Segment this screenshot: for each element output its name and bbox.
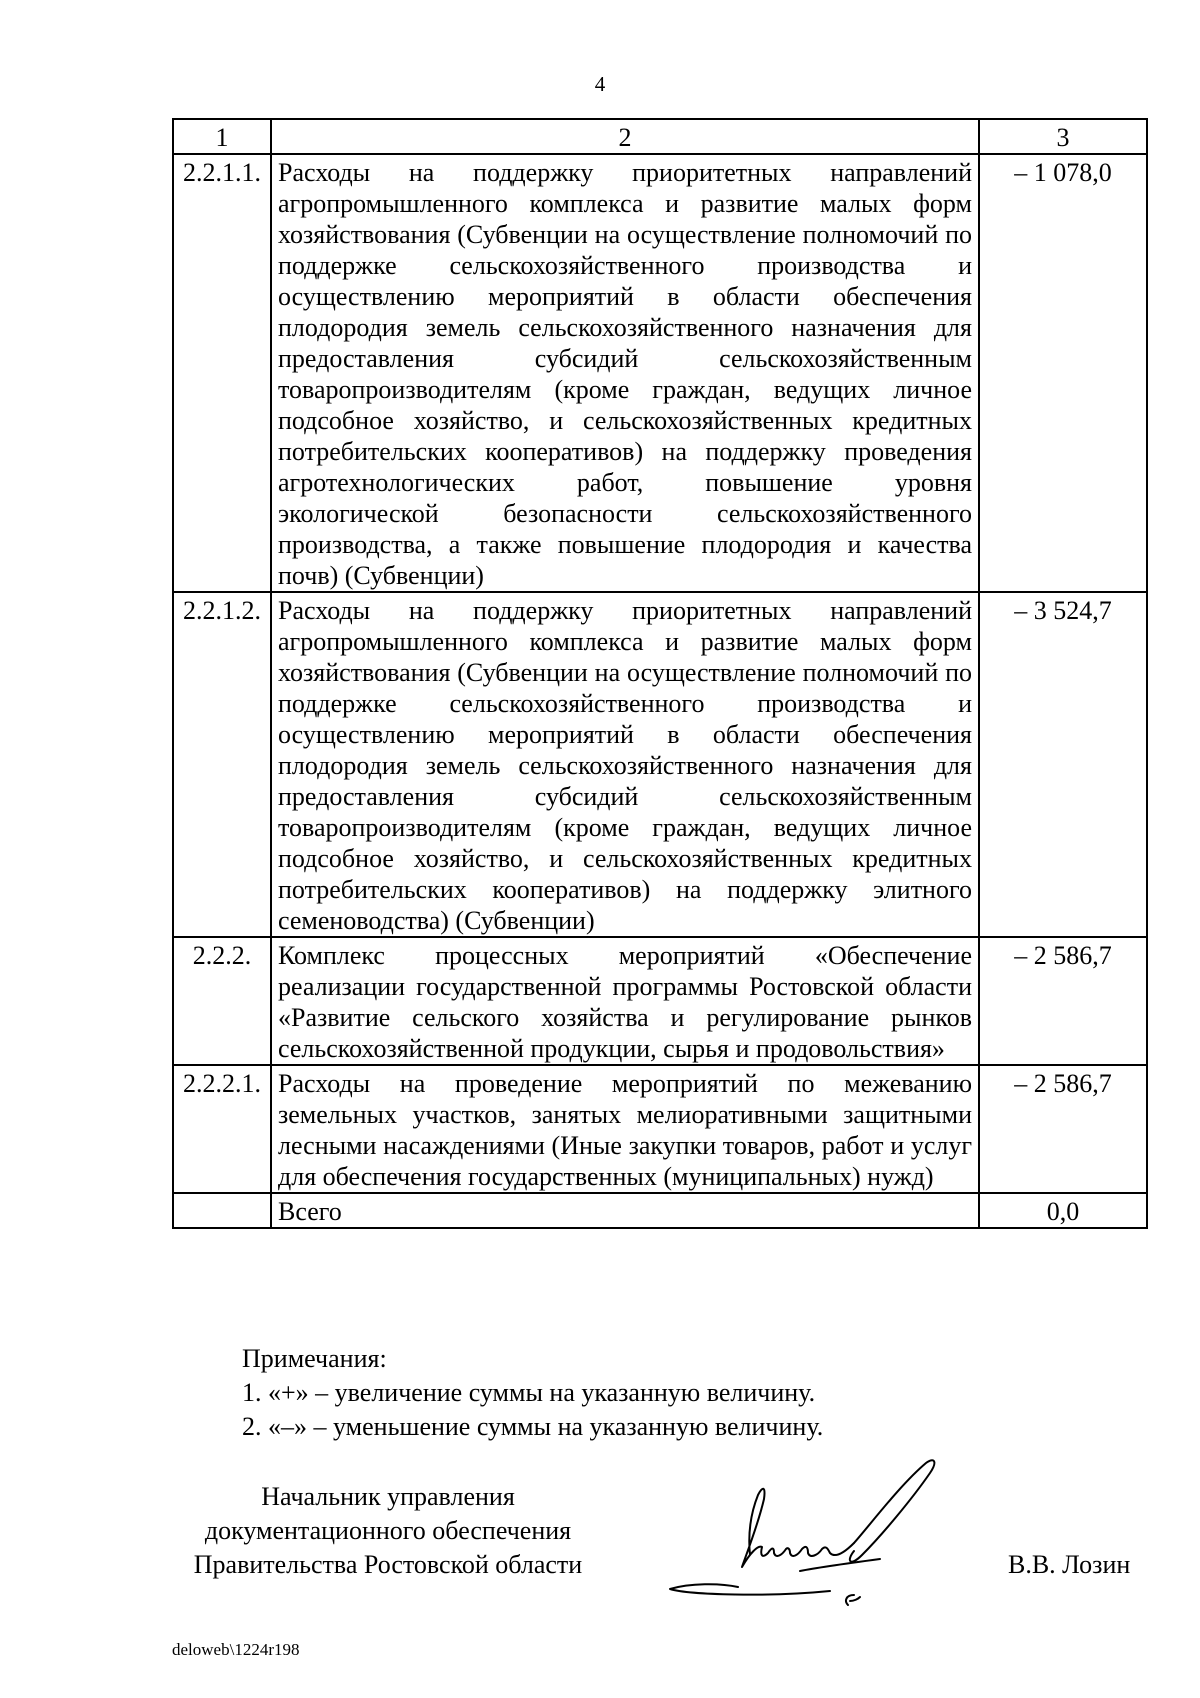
header-col-3: 3 <box>979 119 1147 154</box>
total-code-cell <box>173 1193 271 1228</box>
amendments-table <box>172 118 1148 1229</box>
signatory-position <box>168 1480 608 1582</box>
row-value: – 2 586,7 <box>979 1065 1147 1193</box>
row-description: Расходы на поддержку приоритетных направлений агропромышленного комплекса и развитие малых форм хозяйствования (Субвенции на осуществление полномочий по поддержке сельскохозяйственного производства и осуществлению мероприятий в области обеспечения плодородия земель сельскохозяйственного назначения для предоставления субсидий сельскохозяйственным товаропроизводителям (кроме граждан, ведущих личное подсобное хозяйство, и сельскохозяйственных кредитных потребительских кооперативов) на поддержку элитного семеноводства) (Субвенции) <box>271 592 979 937</box>
row-value: – 3 524,7 <box>979 592 1147 937</box>
row-code: 2.2.1.1. <box>173 154 271 592</box>
note-item: 1. «+» – увеличение суммы на указанную величину. <box>242 1378 816 1407</box>
position-line: документационного обеспечения <box>204 1516 572 1545</box>
total-value: 0,0 <box>979 1193 1147 1228</box>
page-number: 4 <box>594 72 606 96</box>
notes-title: Примечания: <box>242 1344 387 1373</box>
row-description: Расходы на проведение мероприятий по межеванию земельных участков, занятых мелиоративными защитными лесными насаждениями (Иные закупки товаров, работ и услуг для обеспечения государственных (муниципальных) нужд) <box>271 1065 979 1193</box>
table-row <box>173 154 1147 592</box>
table-row <box>173 1065 1147 1193</box>
header-col-1: 1 <box>173 119 271 154</box>
row-value: – 2 586,7 <box>979 937 1147 1065</box>
row-code: 2.2.2.1. <box>173 1065 271 1193</box>
total-label: Всего <box>271 1193 979 1228</box>
document-reference: deloweb\1224r198 <box>172 1640 300 1659</box>
position-line: Начальник управления <box>261 1482 515 1511</box>
table-total-row <box>173 1193 1147 1228</box>
note-item: 2. «–» – уменьшение суммы на указанную величину. <box>242 1412 824 1441</box>
row-description: Комплекс процессных мероприятий «Обеспечение реализации государственной программы Ростовской области «Развитие сельского хозяйства и регулирование рынков сельскохозяйственной продукции, сырья и продовольствия» <box>271 937 979 1065</box>
row-code: 2.2.1.2. <box>173 592 271 937</box>
row-code: 2.2.2. <box>173 937 271 1065</box>
signatory-name: В.В. Лозин <box>1008 1550 1131 1579</box>
header-col-2: 2 <box>271 119 979 154</box>
table-row <box>173 592 1147 937</box>
row-description: Расходы на поддержку приоритетных направлений агропромышленного комплекса и развитие малых форм хозяйствования (Субвенции на осуществление полномочий по поддержке сельскохозяйственного производства и осуществлению мероприятий в области обеспечения плодородия земель сельскохозяйственного назначения для предоставления субсидий сельскохозяйственным товаропроизводителям (кроме граждан, ведущих личное подсобное хозяйство, и сельскохозяйственных кредитных потребительских кооперативов) на поддержку проведения агротехнологических работ, повышение уровня экологической безопасности сельскохозяйственного производства, а также повышение плодородия и качества почв) (Субвенции) <box>271 154 979 592</box>
handwritten-signature <box>650 1455 990 1615</box>
position-line: Правительства Ростовской области <box>193 1550 583 1579</box>
row-value: – 1 078,0 <box>979 154 1147 592</box>
table-row <box>173 937 1147 1065</box>
table-header-row <box>173 119 1147 154</box>
notes <box>242 1342 823 1444</box>
